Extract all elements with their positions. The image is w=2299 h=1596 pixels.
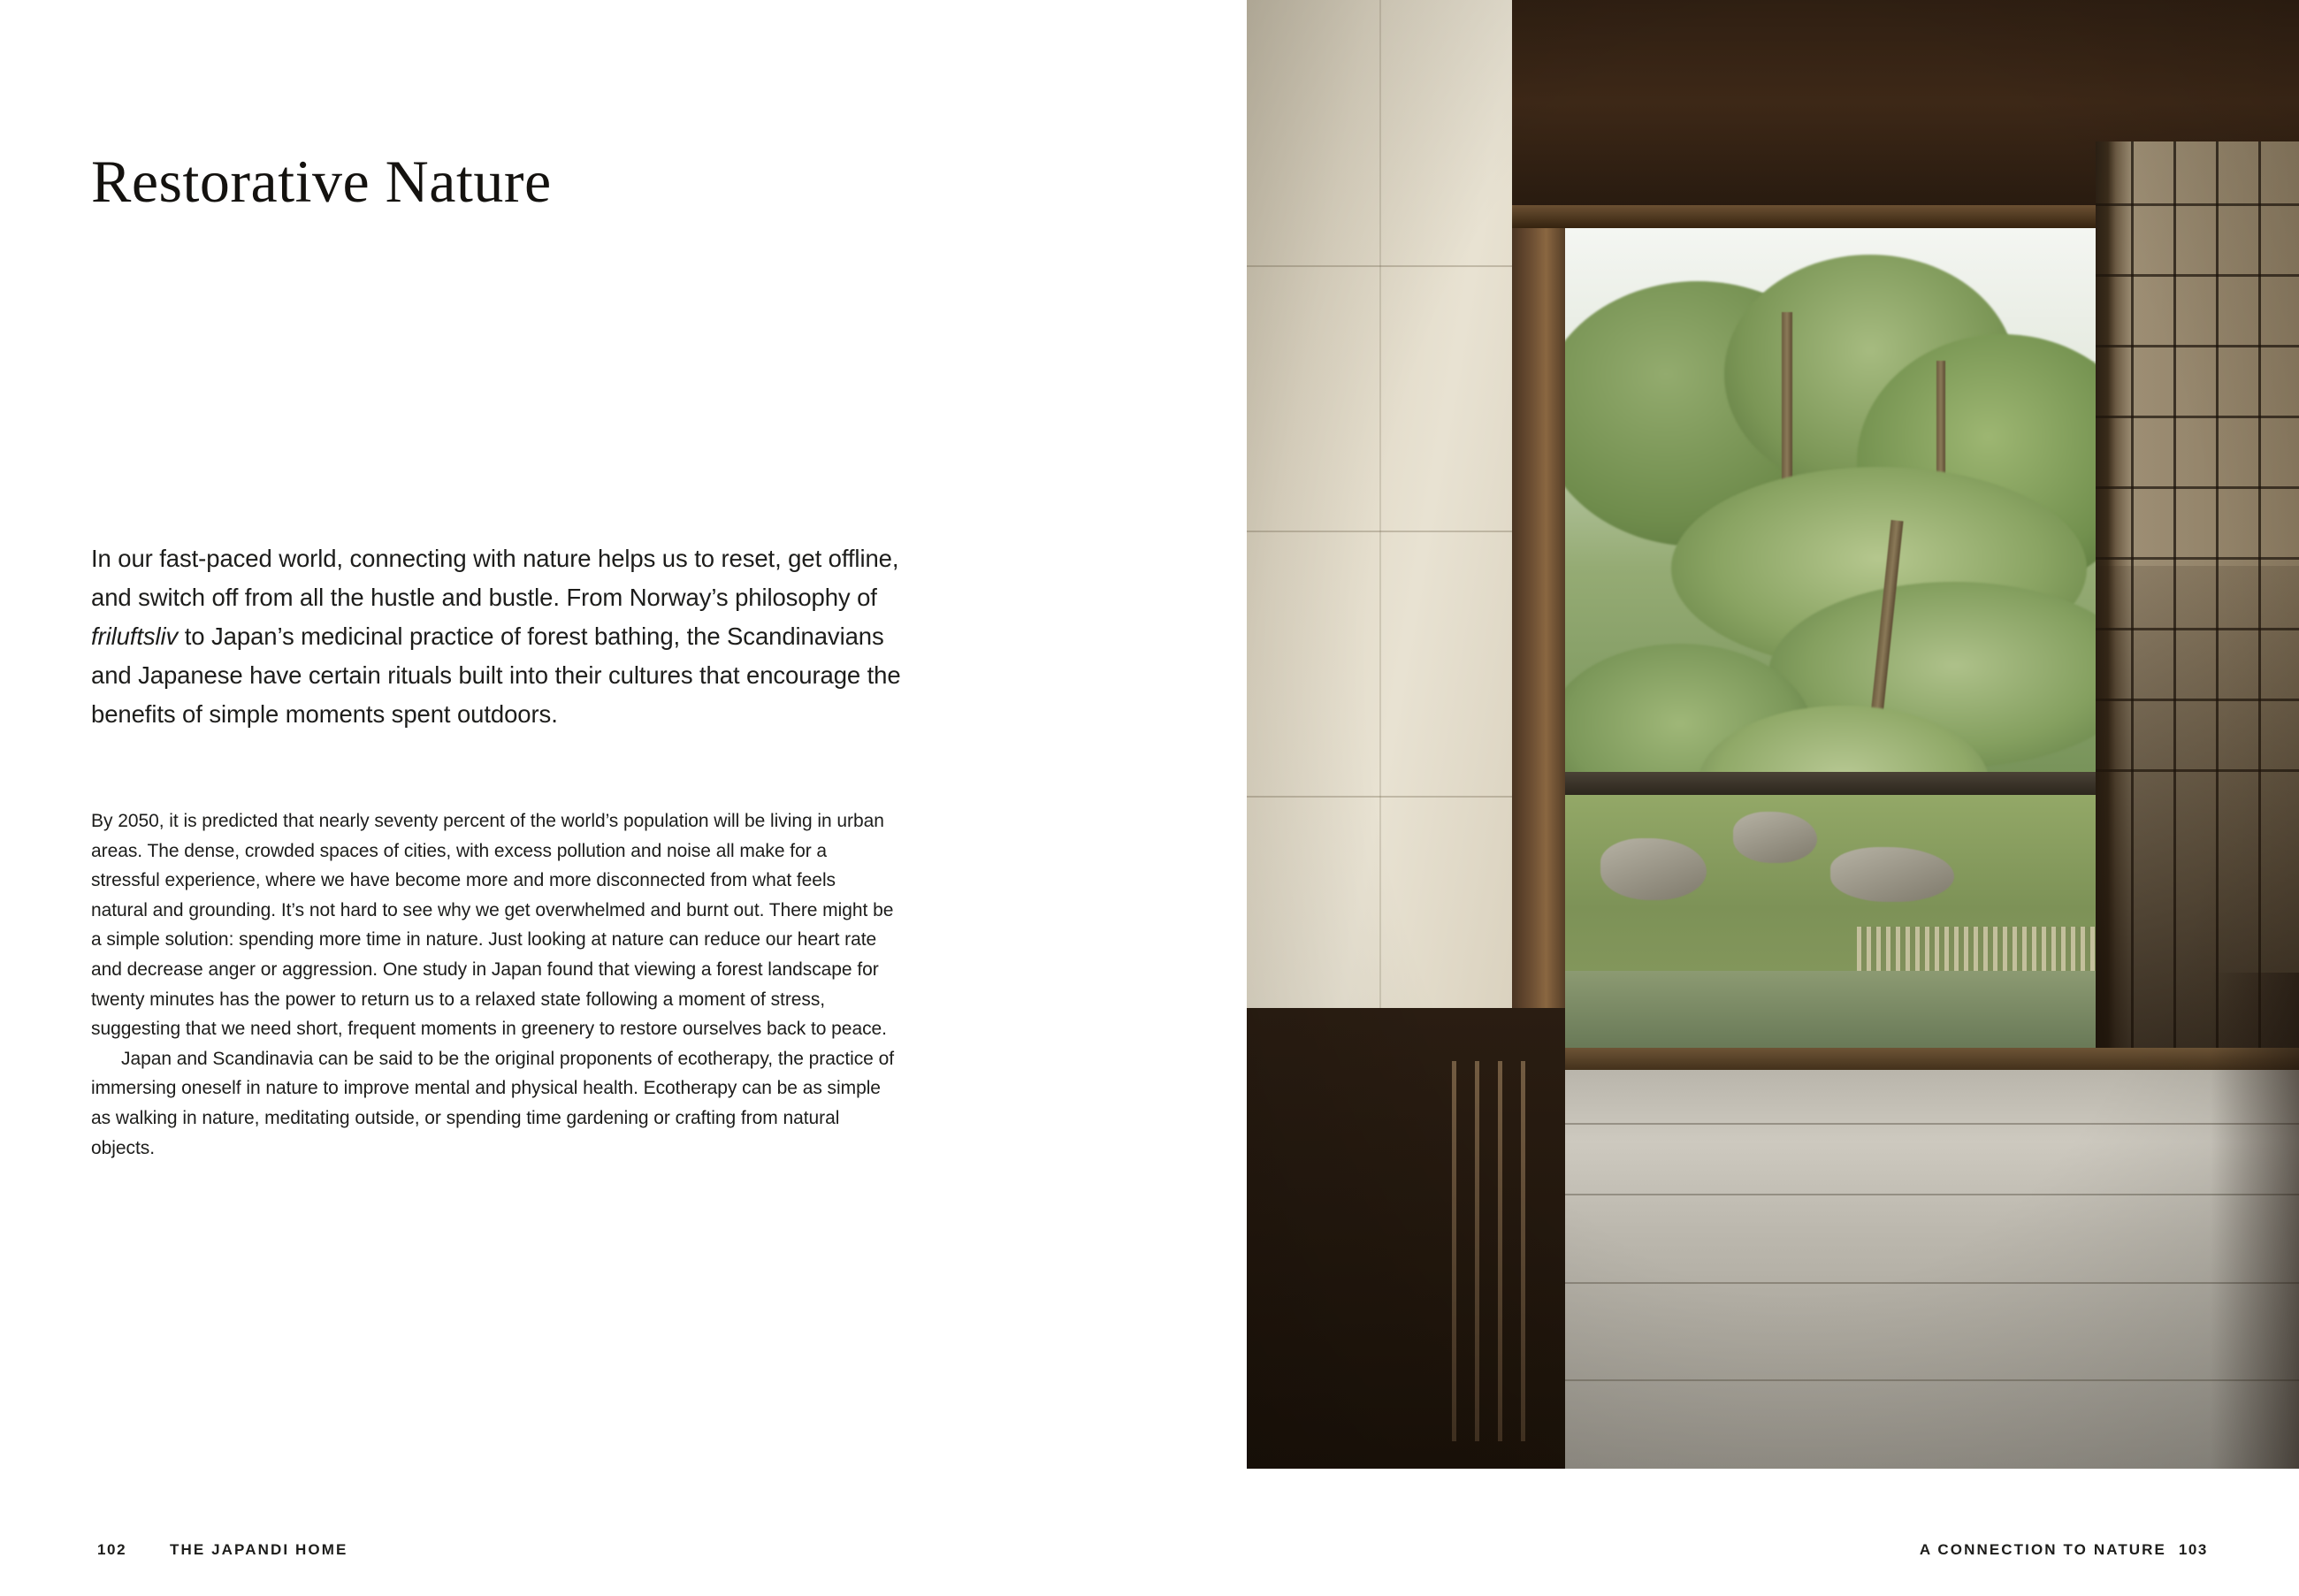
intro-italic-term: friluftsliv <box>91 622 179 650</box>
veranda-floor <box>1512 1070 2299 1469</box>
body-copy <box>91 806 896 1163</box>
veranda-rail <box>1565 772 2096 795</box>
folio-right: 103 <box>2178 1541 2208 1558</box>
right-shadow <box>2211 973 2299 1469</box>
intro-text-part-1: In our fast-paced world, connecting with nature helps us to reset, get offline, and switch off from all the hustle and bustle. From Norway’s philosophy of <box>91 545 899 611</box>
wood-slats <box>1452 1061 1547 1441</box>
page-title: Restorative Nature <box>91 147 552 215</box>
garden-photograph <box>1247 0 2299 1469</box>
running-head-right: A CONNECTION TO NATURE <box>1919 1541 2166 1558</box>
garden-rock <box>1733 812 1817 863</box>
plaster-wall <box>1247 0 1554 1070</box>
body-paragraph: By 2050, it is predicted that nearly seventy percent of the world’s population will be living in urban areas. The dense, crowded spaces of cities, with excess pollution and noise all make for a stressful experience, where we have become more and more disconnected from what feels natural and grounding. It’s not hard to see why we get overwhelmed and burnt out. There might be a simple solution: spending more time in nature. Just looking at nature can reduce our heart rate and decrease anger or aggression. One study in Japan found that viewing a forest landscape for twenty minutes has the power to return us to a relaxed state following a moment of stress, suggesting that we need short, frequent moments in greenery to restore ourselves back to peace. <box>91 811 894 1040</box>
intro-paragraph <box>91 539 905 734</box>
body-paragraph: Japan and Scandinavia can be said to be the original proponents of ecotherapy, the practice of immersing oneself in nature to improve mental and physical health. Ecotherapy can be as simple as walking in nature, meditating outside, or spending time gardening or crafting from natural objects. <box>91 1048 895 1158</box>
page-footer <box>0 1516 2299 1596</box>
garden-view <box>1565 228 2096 1077</box>
running-head-left: THE JAPANDI HOME <box>170 1541 348 1558</box>
folio-left: 102 <box>97 1541 127 1558</box>
intro-text-part-2: to Japan’s medicinal practice of forest bathing, the Scandinavians and Japanese have certain rituals built into their cultures that encourage the benefits of simple moments spent outdoors. <box>91 622 901 728</box>
garden-rock <box>1830 847 1954 902</box>
right-page <box>1247 0 2299 1596</box>
